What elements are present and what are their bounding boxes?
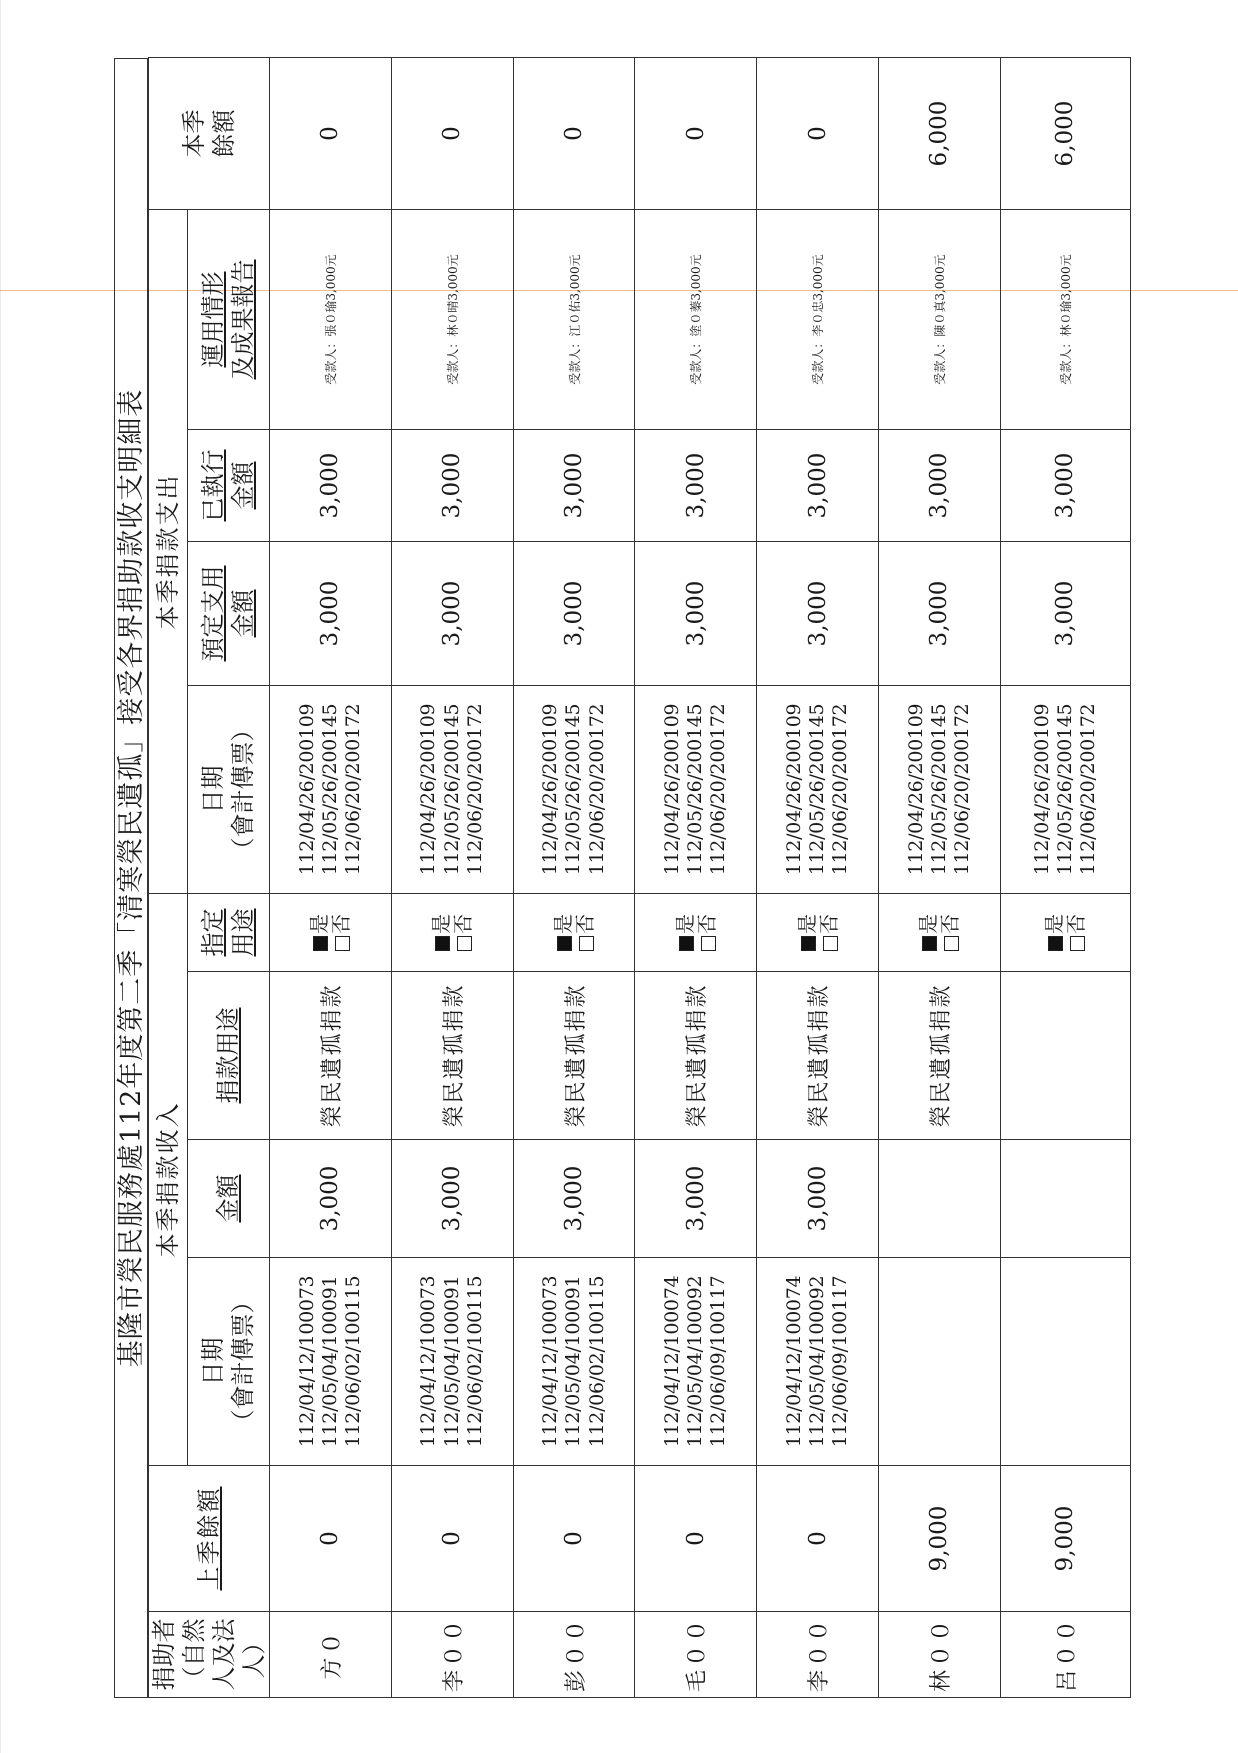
cell-income-amount: 3,000 xyxy=(757,1140,879,1258)
voucher-line: 112/04/12/100074 xyxy=(782,1275,805,1448)
cell-income-amount: 3,000 xyxy=(391,1140,513,1258)
cell-designated xyxy=(757,894,879,972)
voucher-line: 112/06/02/100115 xyxy=(585,1275,608,1448)
checkbox-yes[interactable] xyxy=(313,936,328,951)
checkbox-yes[interactable] xyxy=(922,936,937,951)
cell-designated xyxy=(391,894,513,972)
voucher-line: 112/06/20/200172 xyxy=(1077,703,1100,876)
cell-donor: 呂００ xyxy=(1000,1612,1130,1698)
voucher-line: 112/04/26/200109 xyxy=(904,703,927,876)
voucher-line: 112/06/20/200172 xyxy=(951,703,974,876)
cell-donor: 李００ xyxy=(757,1612,879,1698)
cell-prev-balance: 9,000 xyxy=(879,1466,1001,1612)
table-row xyxy=(879,58,1001,1698)
header-income-group: 本季捐款收入 xyxy=(149,894,188,1466)
cell-income-dates xyxy=(1000,1258,1130,1466)
voucher-line: 112/06/20/200172 xyxy=(341,703,364,876)
cell-purpose: 榮民遺孤捐款 xyxy=(391,972,513,1140)
cell-income-dates xyxy=(391,1258,513,1466)
cell-designated xyxy=(513,894,635,972)
cell-expense-dates xyxy=(635,686,757,894)
cell-designated xyxy=(635,894,757,972)
cell-income-amount: 3,000 xyxy=(635,1140,757,1258)
cell-income-amount xyxy=(879,1140,1001,1258)
voucher-line: 112/05/26/200145 xyxy=(684,703,707,876)
voucher-line: 112/04/26/200109 xyxy=(539,703,562,876)
voucher-line: 112/06/09/100117 xyxy=(707,1275,730,1448)
voucher-line: 112/04/26/200109 xyxy=(295,703,318,876)
designated-checkbox-group: 是 否 xyxy=(1043,914,1087,951)
header-income-date: 日期 （會計傳票） xyxy=(187,1258,269,1466)
voucher-line: 112/06/02/100115 xyxy=(341,1275,364,1448)
checkbox-no[interactable] xyxy=(701,936,716,951)
checkbox-yes[interactable] xyxy=(801,936,816,951)
cell-report: 受款人：林０晴3,000元 xyxy=(391,210,513,430)
cell-planned: 3,000 xyxy=(879,542,1001,686)
cell-report: 受款人：陳０真3,000元 xyxy=(879,210,1001,430)
cell-planned: 3,000 xyxy=(270,542,392,686)
cell-prev-balance: 9,000 xyxy=(1000,1466,1130,1612)
voucher-line: 112/05/04/100092 xyxy=(684,1275,707,1448)
cell-purpose: 榮民遺孤捐款 xyxy=(513,972,635,1140)
checkbox-no[interactable] xyxy=(457,936,472,951)
voucher-line: 112/05/26/200145 xyxy=(562,703,585,876)
header-expense-group: 本季捐款支出 xyxy=(149,210,188,894)
cell-prev-balance: 0 xyxy=(391,1466,513,1612)
cell-income-amount xyxy=(1000,1140,1130,1258)
cell-executed: 3,000 xyxy=(1000,430,1130,542)
cell-donor: 李００ xyxy=(391,1612,513,1698)
cell-balance: 0 xyxy=(635,58,757,210)
cell-balance: 6,000 xyxy=(1000,58,1130,210)
header-income-amount: 金額 xyxy=(187,1140,269,1258)
cell-planned: 3,000 xyxy=(635,542,757,686)
checkbox-yes[interactable] xyxy=(435,936,450,951)
checkbox-no[interactable] xyxy=(579,936,594,951)
checkbox-no[interactable] xyxy=(1070,936,1085,951)
checkbox-yes[interactable] xyxy=(679,936,694,951)
cell-donor: 彭００ xyxy=(513,1612,635,1698)
voucher-line: 112/04/12/100073 xyxy=(295,1275,318,1448)
cell-income-dates xyxy=(270,1258,392,1466)
cell-income-amount: 3,000 xyxy=(270,1140,392,1258)
voucher-line: 112/05/26/200145 xyxy=(440,703,463,876)
cell-prev-balance: 0 xyxy=(635,1466,757,1612)
cell-expense-dates xyxy=(391,686,513,894)
cell-income-dates xyxy=(513,1258,635,1466)
document-title: 基隆市榮民服務處112年度第二季「清寒榮民遺孤」接受各界捐助款收支明細表 xyxy=(114,58,148,1698)
cell-balance: 0 xyxy=(757,58,879,210)
cell-executed: 3,000 xyxy=(513,430,635,542)
voucher-line: 112/05/26/200145 xyxy=(318,703,341,876)
voucher-line: 112/06/20/200172 xyxy=(707,703,730,876)
designated-checkbox-group: 是 否 xyxy=(430,914,474,951)
designated-checkbox-group: 是 否 xyxy=(552,914,596,951)
header-planned: 預定支用 金額 xyxy=(187,542,269,686)
cell-expense-dates xyxy=(757,686,879,894)
voucher-line: 112/04/26/200109 xyxy=(1030,703,1053,876)
cell-report: 受款人：塗０蓁3,000元 xyxy=(635,210,757,430)
voucher-line: 112/06/20/200172 xyxy=(463,703,486,876)
voucher-line: 112/06/20/200172 xyxy=(585,703,608,876)
table-body xyxy=(270,58,1131,1698)
cell-report: 受款人：林０瑜3,000元 xyxy=(1000,210,1130,430)
table-row xyxy=(1000,58,1130,1698)
header-purpose: 捐款用途 xyxy=(187,972,269,1140)
voucher-line: 112/05/26/200145 xyxy=(806,703,829,876)
checkbox-no[interactable] xyxy=(823,936,838,951)
table-header xyxy=(149,58,270,1698)
cell-prev-balance: 0 xyxy=(270,1466,392,1612)
ledger-table xyxy=(148,57,1131,1698)
voucher-line: 112/05/04/100091 xyxy=(562,1275,585,1448)
designated-checkbox-group: 是 否 xyxy=(674,914,718,951)
cell-designated xyxy=(879,894,1001,972)
header-prev-balance: 上季餘額 xyxy=(149,1466,270,1612)
header-designated: 指定 用途 xyxy=(187,894,269,972)
cell-donor: 毛００ xyxy=(635,1612,757,1698)
cell-report: 受款人：張０瑜3,000元 xyxy=(270,210,392,430)
cell-expense-dates xyxy=(513,686,635,894)
cell-report: 受款人：江０佑3,000元 xyxy=(513,210,635,430)
designated-checkbox-group: 是 否 xyxy=(308,914,352,951)
checkbox-no[interactable] xyxy=(335,936,350,951)
cell-planned: 3,000 xyxy=(1000,542,1130,686)
cell-income-amount: 3,000 xyxy=(513,1140,635,1258)
voucher-line: 112/04/26/200109 xyxy=(782,703,805,876)
header-donor: 捐助者（自然人及法人） xyxy=(149,1612,270,1698)
voucher-line: 112/05/26/200145 xyxy=(1053,703,1076,876)
cell-purpose: 榮民遺孤捐款 xyxy=(757,972,879,1140)
cell-income-dates xyxy=(635,1258,757,1466)
cell-executed: 3,000 xyxy=(879,430,1001,542)
cell-income-dates xyxy=(757,1258,879,1466)
cell-balance: 6,000 xyxy=(879,58,1001,210)
cell-balance: 0 xyxy=(391,58,513,210)
cell-income-dates xyxy=(879,1258,1001,1466)
cell-expense-dates xyxy=(270,686,392,894)
cell-executed: 3,000 xyxy=(635,430,757,542)
table-row xyxy=(513,58,635,1698)
header-executed: 已執行 金額 xyxy=(187,430,269,542)
cell-executed: 3,000 xyxy=(270,430,392,542)
designated-checkbox-group: 是 否 xyxy=(796,914,840,951)
rotated-document xyxy=(114,58,1116,1698)
table-row xyxy=(391,58,513,1698)
cell-purpose: 榮民遺孤捐款 xyxy=(270,972,392,1140)
voucher-line: 112/04/26/200109 xyxy=(417,703,440,876)
cell-purpose: 榮民遺孤捐款 xyxy=(879,972,1001,1140)
checkbox-yes[interactable] xyxy=(557,936,572,951)
voucher-line: 112/05/04/100092 xyxy=(806,1275,829,1448)
header-balance: 本季 餘額 xyxy=(149,58,270,210)
voucher-line: 112/04/26/200109 xyxy=(661,703,684,876)
voucher-line: 112/05/26/200145 xyxy=(927,703,950,876)
voucher-line: 112/04/12/100073 xyxy=(417,1275,440,1448)
cell-prev-balance: 0 xyxy=(513,1466,635,1612)
designated-checkbox-group: 是 否 xyxy=(917,914,961,951)
table-row xyxy=(757,58,879,1698)
cell-balance: 0 xyxy=(513,58,635,210)
cell-prev-balance: 0 xyxy=(757,1466,879,1612)
cell-balance: 0 xyxy=(270,58,392,210)
cell-planned: 3,000 xyxy=(513,542,635,686)
cell-report: 受款人：李０忠3,000元 xyxy=(757,210,879,430)
cell-designated xyxy=(270,894,392,972)
table-row xyxy=(635,58,757,1698)
cell-purpose xyxy=(1000,972,1130,1140)
cell-donor: 林００ xyxy=(879,1612,1001,1698)
voucher-line: 112/06/20/200172 xyxy=(829,703,852,876)
table-row xyxy=(270,58,392,1698)
cell-donor: 方０ xyxy=(270,1612,392,1698)
checkbox-no[interactable] xyxy=(944,936,959,951)
checkbox-yes[interactable] xyxy=(1048,936,1063,951)
voucher-line: 112/04/12/100073 xyxy=(539,1275,562,1448)
cell-purpose: 榮民遺孤捐款 xyxy=(635,972,757,1140)
cell-planned: 3,000 xyxy=(757,542,879,686)
header-report: 運用情形 及成果報告 xyxy=(187,210,269,430)
cell-expense-dates xyxy=(879,686,1001,894)
voucher-line: 112/06/09/100117 xyxy=(829,1275,852,1448)
voucher-line: 112/05/04/100091 xyxy=(440,1275,463,1448)
cell-executed: 3,000 xyxy=(391,430,513,542)
voucher-line: 112/06/02/100115 xyxy=(463,1275,486,1448)
voucher-line: 112/05/04/100091 xyxy=(318,1275,341,1448)
voucher-line: 112/04/12/100074 xyxy=(661,1275,684,1448)
cell-planned: 3,000 xyxy=(391,542,513,686)
cell-designated xyxy=(1000,894,1130,972)
cell-executed: 3,000 xyxy=(757,430,879,542)
cell-expense-dates xyxy=(1000,686,1130,894)
header-expense-date: 日期 （會計傳票） xyxy=(187,686,269,894)
